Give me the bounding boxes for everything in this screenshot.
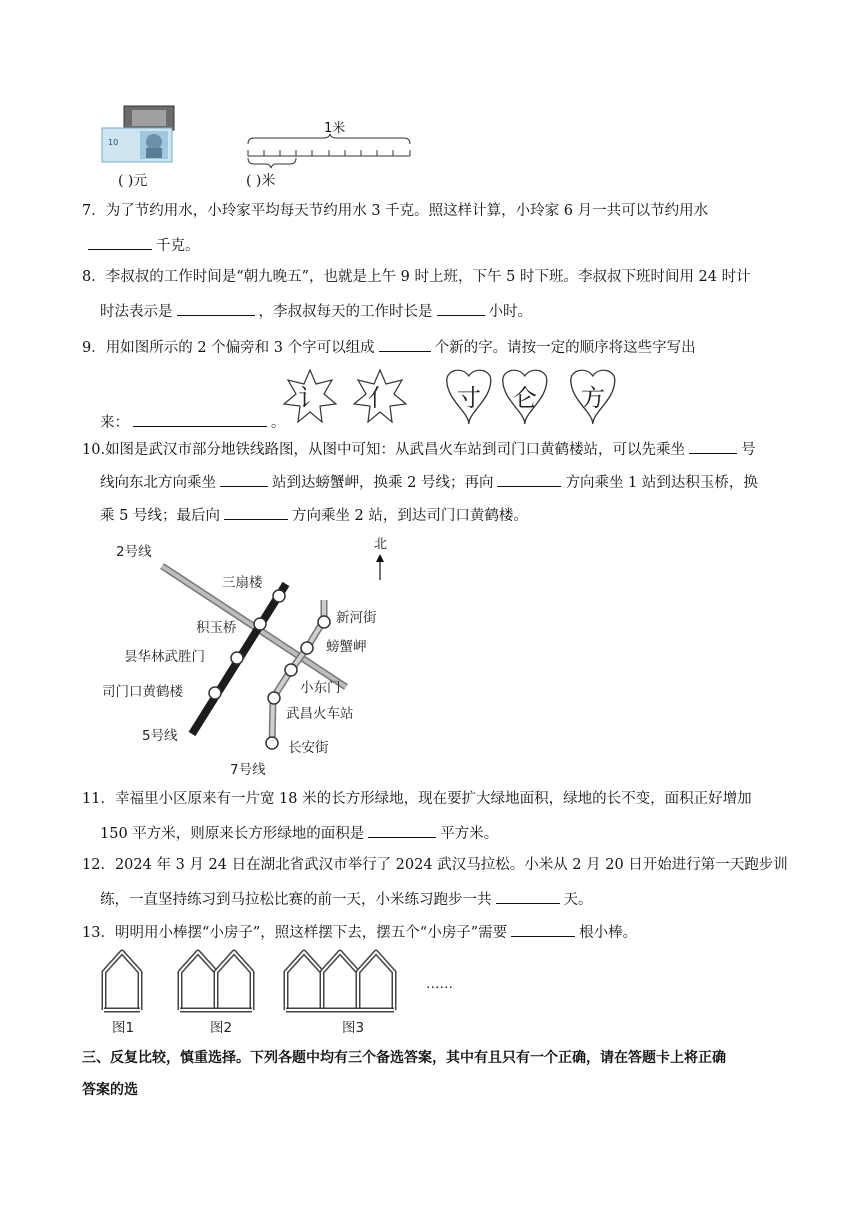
station-label-simenkou: 司门口黄鹤楼 — [102, 684, 183, 700]
q7-text1: 为了节约用水，小玲家平均每天节约用水 3 千克。照这样计算，小玲家 6 月一共可以节约用水 — [105, 203, 709, 219]
station-sanshanlou — [273, 590, 285, 602]
figure-2 — [180, 952, 252, 1010]
north-label: 北 — [374, 537, 388, 552]
q9-blank-count[interactable] — [379, 336, 431, 352]
stick-houses-figure — [96, 946, 476, 1038]
q8-line2 — [100, 300, 532, 322]
station-label-yanhualin: 昙华林武胜门 — [124, 649, 205, 665]
section3-heading: 三、反复比较，慎重选择。下列各题中均有三个备选答案，其中有且只有一个正确，请在答题卡上将正确 — [82, 1050, 726, 1066]
q8-text2c: 小时。 — [488, 304, 532, 320]
station-yanhualin — [231, 652, 243, 664]
q12-line1 — [82, 855, 788, 875]
q8-number: 8． — [82, 269, 106, 285]
paren-yuan: ( )元 — [118, 173, 148, 189]
q12-text2b: 天。 — [563, 892, 593, 908]
q12-text2a: 练，一直坚持练习到马拉松比赛的前一天，小米练习跑步一共 — [100, 892, 492, 908]
q13-line1 — [82, 921, 637, 943]
q7-line1 — [82, 201, 708, 221]
q10-line1 — [82, 438, 756, 460]
station-label-changanjie: 长安街 — [288, 740, 329, 756]
q10-text3a: 乘 5 号线；最后向 — [100, 508, 220, 524]
q9-line2 — [100, 411, 286, 433]
station-jiyuqiao — [254, 618, 266, 630]
q11-line2 — [100, 822, 498, 844]
q8-text2b: ，李叔叔每天的工作时长是 — [258, 304, 433, 320]
q10-blank-stops[interactable] — [220, 471, 268, 487]
q8-text2a: 时法表示是 — [100, 304, 173, 320]
q9-char-4: 仑 — [513, 384, 537, 412]
station-label-wuchang: 武昌火车站 — [286, 706, 354, 722]
q10-blank-direction2[interactable] — [224, 504, 288, 520]
q11-answer-blank[interactable] — [368, 822, 436, 838]
q13-number: 13． — [82, 925, 115, 941]
q10-line3 — [100, 504, 528, 526]
q9-char-5: 方 — [581, 384, 605, 412]
q9-char-3: 寸 — [457, 384, 481, 412]
figure-label-2: 图2 — [210, 1020, 233, 1036]
figure-3 — [286, 952, 394, 1010]
banknote-value: 10 — [108, 138, 119, 147]
q11-text2b: 平方米。 — [440, 826, 499, 842]
q10-text2c: 方向乘坐 1 站到达积玉桥，换 — [565, 475, 758, 491]
line-2-label: 2号线 — [116, 544, 152, 560]
q13-answer-blank[interactable] — [511, 921, 575, 937]
q12-answer-blank[interactable] — [496, 888, 560, 904]
paren-mi: ( )米 — [246, 173, 276, 189]
q12-text1: 2024 年 3 月 24 日在湖北省武汉市举行了 2024 武汉马拉松。小米从 2 月 20 日开始进行第一天跑步训 — [114, 857, 788, 873]
q9-text1b: 个新的字。请按一定的顺序将这些字写出 — [434, 340, 696, 356]
q12-line2 — [100, 888, 593, 910]
line-5-label: 5号线 — [142, 728, 178, 744]
q7-answer-blank[interactable] — [88, 234, 152, 250]
q8-text1: 李叔叔的工作时间是“朝九晚五”，也就是上午 9 时上班，下午 5 时下班。李叔叔下班时间用 24 时计 — [105, 269, 751, 285]
q8-blank-time[interactable] — [177, 300, 255, 316]
station-label-jiyuqiao: 积玉桥 — [196, 620, 237, 636]
q9-blank-chars[interactable] — [133, 411, 267, 427]
station-changanjie — [266, 737, 278, 749]
subway-map — [96, 530, 396, 780]
section3-heading-cont: 答案的选 — [82, 1082, 138, 1098]
q9-text2b: 。 — [271, 415, 286, 431]
q11-text1: 幸福里小区原来有一片宽 18 米的长方形绿地，现在要扩大绿地面积，绿地的长不变，面积正好增加 — [114, 791, 752, 807]
ruler-figure — [240, 114, 420, 170]
q10-text1b: 号 — [741, 442, 756, 458]
q10-line2 — [100, 471, 758, 493]
q9-number: 9． — [82, 340, 106, 356]
station-pangxiejia — [301, 642, 313, 654]
q11-number: 11． — [82, 791, 115, 807]
q7-line2 — [84, 234, 200, 256]
q7-number: 7． — [82, 203, 106, 219]
station-label-sanshanlou: 三扇楼 — [222, 575, 263, 591]
q11-text2a: 150 平方米，则原来长方形绿地的面积是 — [100, 826, 365, 842]
q10-number: 10. — [82, 442, 106, 458]
station-label-xiaodongmen: 小东门 — [300, 680, 341, 696]
q11-line1 — [82, 789, 752, 809]
q10-text2a: 线向东北方向乘坐 — [100, 475, 216, 491]
figure-label-1: 图1 — [112, 1020, 135, 1036]
q9-shapes-figure — [280, 366, 650, 428]
line-7-label: 7号线 — [230, 762, 266, 778]
banknote-figure — [100, 104, 180, 164]
station-xinhejie — [318, 616, 330, 628]
q10-text1a: 如图是武汉市部分地铁线路图，从图中可知：从武昌火车站到司门口黄鹤楼站，可以先乘坐 — [105, 442, 686, 458]
q9-char-1: 讠 — [298, 384, 322, 412]
q13-text1b: 根小棒。 — [579, 925, 638, 941]
q10-blank-direction1[interactable] — [497, 471, 561, 487]
figure-ellipsis: …… — [426, 976, 453, 992]
q8-blank-hours[interactable] — [437, 300, 485, 316]
q13-text1a: 明明用小棒摆“小房子”，照这样摆下去，摆五个“小房子”需要 — [114, 925, 508, 941]
figure-label-3: 图3 — [342, 1020, 365, 1036]
station-label-pangxiejia: 螃蟹岬 — [326, 639, 367, 655]
q9-text2a: 来： — [100, 415, 129, 431]
station-simenkou — [209, 687, 221, 699]
q10-text3b: 方向乘坐 2 站，到达司门口黄鹤楼。 — [291, 508, 528, 524]
figure-1 — [104, 952, 140, 1010]
q7-text2: 千克。 — [156, 238, 200, 254]
q8-line1 — [82, 267, 751, 287]
q9-char-2: 亻 — [368, 384, 392, 412]
q10-blank-line[interactable] — [689, 438, 737, 454]
q12-number: 12． — [82, 857, 115, 873]
q10-text2b: 站到达螃蟹岬，换乘 2 号线；再向 — [272, 475, 494, 491]
station-wuchang — [268, 692, 280, 704]
ruler-label: 1米 — [324, 121, 346, 136]
station-label-xinhejie: 新河街 — [336, 610, 377, 626]
q9-line1 — [82, 336, 696, 358]
q9-text1a: 用如图所示的 2 个偏旁和 3 个字可以组成 — [105, 340, 375, 356]
station-xiaodongmen — [285, 664, 297, 676]
